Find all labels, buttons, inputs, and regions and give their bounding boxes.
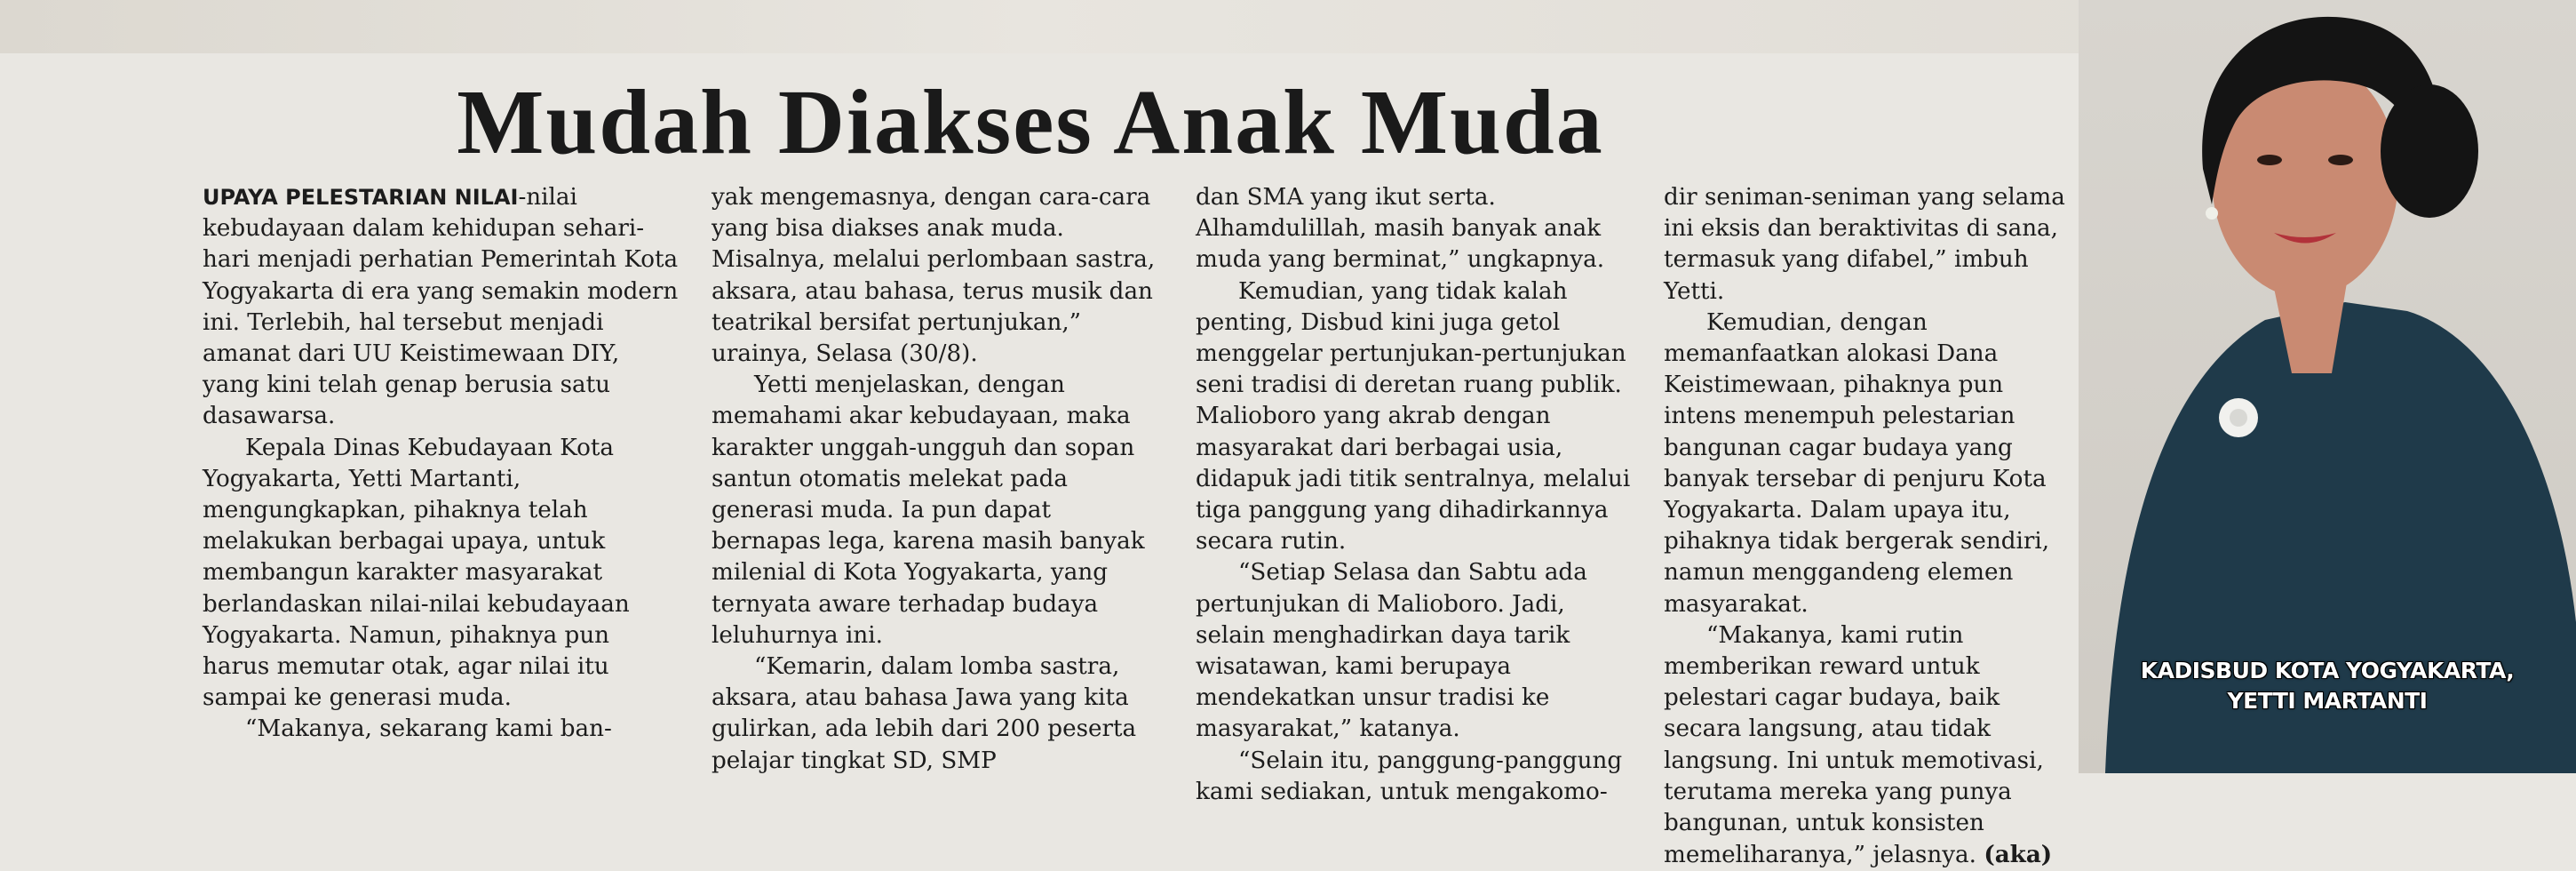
lead-paragraph	[203, 182, 682, 433]
paragraph-text: “Makanya, kami rutin memberikan reward untuk pelestari cagar budaya, baik secara langsung, atau tidak langsung. Ini untuk memotivasi, terutama mereka yang punya bangunan, untuk konsisten memeliharanya,” jelasnya.	[1664, 621, 2044, 869]
paragraph: “Selain itu, panggung-panggung kami sediakan, untuk mengakomo-	[1196, 747, 1623, 805]
column-4	[1664, 182, 2081, 871]
paragraph: “Setiap Selasa dan Sabtu ada pertunjukan di Malioboro. Jadi, selain menghadirkan daya tarik wisatawan, kami berupaya mendekatkan unsur tradisi ke masyarakat,” katanya.	[1196, 559, 1587, 743]
paragraph	[1664, 620, 2081, 871]
column-3	[1196, 182, 1640, 808]
column-1	[203, 182, 682, 746]
byline: (aka)	[1984, 841, 2053, 869]
caption-line-2: YETTI MARTANTI	[2227, 688, 2428, 714]
paragraph: “Makanya, sekarang kami ban-	[245, 715, 612, 743]
paragraph: dir seniman-seniman yang selama ini eksis dan beraktivitas di sana, termasuk yang difabel,” imbuh Yetti.	[1664, 184, 2065, 305]
paragraph: yak mengemasnya, dengan cara-cara yang bisa diakses anak muda. Misalnya, melalui perlombaan sastra, aksara, atau bahasa, terus musik dan teatrikal bersifat pertunjukan,” urainya, Selasa (30/8).	[712, 184, 1156, 368]
lead-label: UPAYA PELESTARIAN NILAI	[203, 185, 519, 210]
headline: Mudah Diakses Anak Muda	[457, 71, 1604, 173]
paragraph: Kemudian, yang tidak kalah penting, Disbud kini juga getol menggelar pertunjukan-pertunjukan seni tradisi di deretan ruang publik. Malioboro yang akrab dengan masyarakat dari berbagai usia, didapuk jadi titik sentralnya, melalui tiga panggung yang dihadirkannya secara rutin.	[1196, 277, 1631, 555]
paragraph: Yetti menjelaskan, dengan memahami akar kebudayaan, maka karakter unggah-ungguh dan sopan santun otomatis melekat pada generasi muda. Ia pun dapat bernapas lega, karena masih banyak milenial di Kota Yogyakarta, yang ternyata aware terhadap budaya leluhurnya ini.	[712, 372, 1145, 649]
paragraph: dan SMA yang ikut serta. Alhamdulillah, masih banyak anak muda yang berminat,” ungkapnya.	[1196, 184, 1605, 274]
caption-line-1: KADISBUD KOTA YOGYAKARTA,	[2140, 658, 2515, 683]
paragraph: Kemudian, dengan memanfaatkan alokasi Dana Keistimewaan, pihaknya pun intens menempuh pelestarian bangunan cagar budaya yang banyak tersebar di penjuru Kota Yogyakarta. Dalam upaya itu, pihaknya tidak bergerak sendiri, namun menggandeng elemen masyarakat.	[1664, 308, 2050, 618]
lead-text: -nilai kebudayaan dalam kehidupan sehari-hari menjadi perhatian Pemerintah Kota Yogyakarta di era yang semakin modern ini. Terlebih, hal tersebut menjadi amanat dari UU Keistimewaan DIY, yang kini telah genap berusia satu dasawarsa.	[203, 184, 679, 430]
photo-caption	[2132, 656, 2523, 716]
article-body	[203, 182, 2068, 869]
paragraph: Kepala Dinas Kebudayaan Kota Yogyakarta, Yetti Martanti, mengungkapkan, pihaknya telah melakukan berbagai upaya, untuk membangun karakter masyarakat berlandaskan nilai-nilai kebudayaan Yogyakarta. Namun, pihaknya pun harus memutar otak, agar nilai itu sampai ke generasi muda.	[203, 434, 630, 712]
paragraph: “Kemarin, dalam lomba sastra, aksara, atau bahasa Jawa yang kita gulirkan, ada lebih dari 200 peserta pelajar tingkat SD, SMP	[712, 653, 1137, 774]
column-2	[712, 182, 1165, 777]
